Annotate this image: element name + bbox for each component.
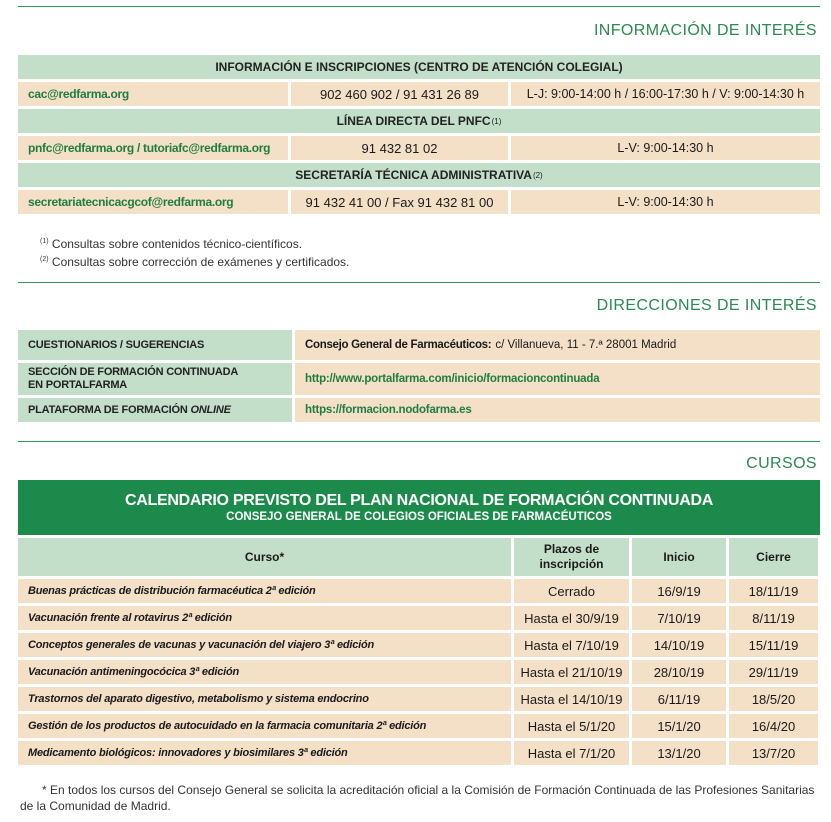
phone: 902 460 902 / 91 431 26 89 xyxy=(291,82,508,106)
banner-title: CALENDARIO PREVISTO DEL PLAN NACIONAL DE FORMACIÓN CONTINUADA xyxy=(125,492,713,509)
directions-section-title: DIRECCIONES DE INTERÉS xyxy=(596,297,817,314)
course-cierre: 13/7/20 xyxy=(729,741,818,765)
course-row xyxy=(18,741,820,765)
course-row xyxy=(18,660,820,684)
section-divider xyxy=(18,282,820,283)
courses-footnote: * En todos los cursos del Consejo General se solicita la acreditación oficial a la Comisión de Formación Continuada de las Profesiones Sanitarias de la Comunidad de Madrid. xyxy=(20,783,815,813)
course-cierre: 16/4/20 xyxy=(729,714,818,738)
info-row xyxy=(18,190,820,214)
course-inicio: 28/10/19 xyxy=(632,660,726,684)
course-name: Vacunación antimeningocócica 3ª edición xyxy=(18,660,511,684)
note-item: $^{(1)}$ Consultas sobre contenidos técnico-científicos. xyxy=(40,237,303,251)
col-inicio: Inicio xyxy=(632,538,726,576)
directions-row xyxy=(18,363,820,395)
course-plazo: Hasta el 30/9/19 xyxy=(514,606,629,630)
course-plazo: Hasta el 14/10/19 xyxy=(514,687,629,711)
course-name: Gestión de los productos de autocuidado en la farmacia comunitaria 2ª edición xyxy=(18,714,511,738)
hours: L-V: 9:00-14:30 h xyxy=(511,190,820,214)
top-divider xyxy=(18,6,820,7)
course-row xyxy=(18,633,820,657)
courses-table xyxy=(18,538,820,768)
course-cierre: 18/5/20 xyxy=(729,687,818,711)
email-link[interactable]: secretariatecnicacgcof@redfarma.org xyxy=(18,190,288,214)
course-cierre: 8/11/19 xyxy=(729,606,818,630)
email-link[interactable]: cac@redfarma.org xyxy=(18,82,288,106)
course-name: Medicamento biológicos: innovadores y biosimilares 3ª edición xyxy=(18,741,511,765)
info-notes xyxy=(40,234,349,270)
courses-banner xyxy=(18,480,820,535)
note-item: $^{(2)}$ Consultas sobre corrección de exámenes y certificados. xyxy=(40,255,350,269)
col-curso: Curso* xyxy=(18,538,511,576)
course-cierre: 18/11/19 xyxy=(729,579,818,603)
course-inicio: 7/10/19 xyxy=(632,606,726,630)
directions-row xyxy=(18,330,820,360)
course-plazo: Hasta el 7/1/20 xyxy=(514,741,629,765)
info-table xyxy=(18,55,820,217)
phone: 91 432 81 02 xyxy=(291,136,508,160)
course-row xyxy=(18,579,820,603)
info-group-header: LÍNEA DIRECTA DEL PNFC (1) xyxy=(18,109,820,133)
info-section-title: INFORMACIÓN DE INTERÉS xyxy=(593,22,817,39)
course-inicio: 15/1/20 xyxy=(632,714,726,738)
course-inicio: 14/10/19 xyxy=(632,633,726,657)
info-group-header: INFORMACIÓN E INSCRIPCIONES (CENTRO DE ATENCIÓN COLEGIAL) xyxy=(18,55,820,79)
course-inicio: 13/1/20 xyxy=(632,741,726,765)
courses-section-title: CURSOS xyxy=(746,455,817,472)
col-cierre: Cierre xyxy=(729,538,818,576)
directions-row xyxy=(18,398,820,422)
info-row xyxy=(18,82,820,106)
course-inicio: 16/9/19 xyxy=(632,579,726,603)
course-plazo: Hasta el 5/1/20 xyxy=(514,714,629,738)
course-name: Conceptos generales de vacunas y vacunación del viajero 3ª edición xyxy=(18,633,511,657)
phone: 91 432 41 00 / Fax 91 432 81 00 xyxy=(291,190,508,214)
info-row xyxy=(18,136,820,160)
info-group-header: SECRETARÍA TÉCNICA ADMINISTRATIVA (2) xyxy=(18,163,820,187)
directions-label: SECCIÓN DE FORMACIÓN CONTINUADA EN PORTALFARMA xyxy=(18,363,292,395)
course-row xyxy=(18,714,820,738)
directions-label: PLATAFORMA DE FORMACIÓN ONLINE xyxy=(18,398,292,422)
directions-label: CUESTIONARIOS / SUGERENCIAS xyxy=(18,330,292,360)
hours: L-J: 9:00-14:00 h / 16:00-17:30 h / V: 9:00-14:30 h xyxy=(511,82,820,106)
course-name: Vacunación frente al rotavirus 2ª edición xyxy=(18,606,511,630)
course-cierre: 29/11/19 xyxy=(729,660,818,684)
course-name: Buenas prácticas de distribución farmacéutica 2ª edición xyxy=(18,579,511,603)
course-row xyxy=(18,606,820,630)
directions-table xyxy=(18,330,820,425)
course-inicio: 6/11/19 xyxy=(632,687,726,711)
course-plazo: Hasta el 7/10/19 xyxy=(514,633,629,657)
address: Consejo General de Farmacéuticos: c/ Villanueva, 11 - 7.ª 28001 Madrid xyxy=(295,330,820,360)
course-row xyxy=(18,687,820,711)
courses-header-row xyxy=(18,538,820,576)
email-link[interactable]: pnfc@redfarma.org / tutoriafc@redfarma.org xyxy=(18,136,288,160)
course-plazo: Cerrado xyxy=(514,579,629,603)
section-divider xyxy=(18,441,820,442)
col-plazos: Plazos de inscripción xyxy=(514,538,629,576)
course-cierre: 15/11/19 xyxy=(729,633,818,657)
course-plazo: Hasta el 21/10/19 xyxy=(514,660,629,684)
nodofarma-link[interactable]: https://formacion.nodofarma.es xyxy=(295,398,820,422)
hours: L-V: 9:00-14:30 h xyxy=(511,136,820,160)
banner-subtitle: CONSEJO GENERAL DE COLEGIOS OFICIALES DE FARMACÉUTICOS xyxy=(226,511,612,523)
course-name: Trastornos del aparato digestivo, metabolismo y sistema endocrino xyxy=(18,687,511,711)
portalfarma-link[interactable]: http://www.portalfarma.com/inicio/formacioncontinuada xyxy=(295,363,820,395)
